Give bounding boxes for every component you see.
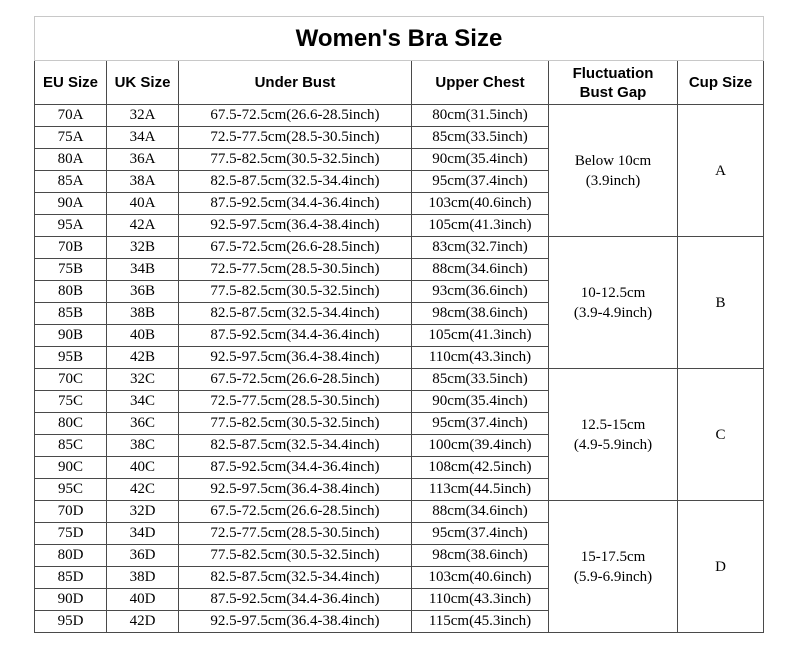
bra-size-table [34, 16, 764, 633]
under-bust-cell: 67.5-72.5cm(26.6-28.5inch) [179, 237, 412, 259]
uk-size-cell: 42C [107, 479, 179, 501]
cup-size-cell: C [678, 369, 764, 501]
under-bust-cell: 87.5-92.5cm(34.4-36.4inch) [179, 193, 412, 215]
uk-size-cell: 38B [107, 303, 179, 325]
upper-chest-cell: 100cm(39.4inch) [412, 435, 549, 457]
eu-size-cell: 70B [35, 237, 107, 259]
under-bust-cell: 67.5-72.5cm(26.6-28.5inch) [179, 369, 412, 391]
table-row [35, 501, 764, 523]
under-bust-cell: 87.5-92.5cm(34.4-36.4inch) [179, 325, 412, 347]
uk-size-cell: 34B [107, 259, 179, 281]
under-bust-cell: 82.5-87.5cm(32.5-34.4inch) [179, 303, 412, 325]
under-bust-cell: 77.5-82.5cm(30.5-32.5inch) [179, 413, 412, 435]
bust-gap-cell [549, 237, 678, 369]
uk-size-cell: 32C [107, 369, 179, 391]
upper-chest-cell: 80cm(31.5inch) [412, 105, 549, 127]
header-fluctuation-bust-gap [549, 61, 678, 105]
cup-size-cell: A [678, 105, 764, 237]
uk-size-cell: 34C [107, 391, 179, 413]
eu-size-cell: 95D [35, 611, 107, 633]
uk-size-cell: 36B [107, 281, 179, 303]
under-bust-cell: 67.5-72.5cm(26.6-28.5inch) [179, 105, 412, 127]
upper-chest-cell: 93cm(36.6inch) [412, 281, 549, 303]
eu-size-cell: 90B [35, 325, 107, 347]
eu-size-cell: 90C [35, 457, 107, 479]
bust-gap-cell [549, 501, 678, 633]
under-bust-cell: 67.5-72.5cm(26.6-28.5inch) [179, 501, 412, 523]
bust-gap-cm: 12.5-15cm [580, 416, 646, 433]
upper-chest-cell: 103cm(40.6inch) [412, 193, 549, 215]
table-row [35, 237, 764, 259]
under-bust-cell: 92.5-97.5cm(36.4-38.4inch) [179, 347, 412, 369]
bust-gap-cm: 10-12.5cm [580, 284, 646, 301]
upper-chest-cell: 95cm(37.4inch) [412, 171, 549, 193]
under-bust-cell: 77.5-82.5cm(30.5-32.5inch) [179, 281, 412, 303]
eu-size-cell: 95C [35, 479, 107, 501]
uk-size-cell: 42D [107, 611, 179, 633]
eu-size-cell: 85A [35, 171, 107, 193]
upper-chest-cell: 108cm(42.5inch) [412, 457, 549, 479]
header-row [35, 61, 764, 105]
uk-size-cell: 40C [107, 457, 179, 479]
eu-size-cell: 75C [35, 391, 107, 413]
uk-size-cell: 34D [107, 523, 179, 545]
table-row [35, 105, 764, 127]
eu-size-cell: 70A [35, 105, 107, 127]
uk-size-cell: 42B [107, 347, 179, 369]
upper-chest-cell: 103cm(40.6inch) [412, 567, 549, 589]
under-bust-cell: 92.5-97.5cm(36.4-38.4inch) [179, 611, 412, 633]
bust-gap-inch: (4.9-5.9inch) [573, 436, 653, 453]
uk-size-cell: 38D [107, 567, 179, 589]
under-bust-cell: 72.5-77.5cm(28.5-30.5inch) [179, 127, 412, 149]
upper-chest-cell: 105cm(41.3inch) [412, 325, 549, 347]
eu-size-cell: 70C [35, 369, 107, 391]
upper-chest-cell: 113cm(44.5inch) [412, 479, 549, 501]
eu-size-cell: 90D [35, 589, 107, 611]
upper-chest-cell: 83cm(32.7inch) [412, 237, 549, 259]
uk-size-cell: 38C [107, 435, 179, 457]
bust-gap-cell [549, 105, 678, 237]
eu-size-cell: 80D [35, 545, 107, 567]
upper-chest-cell: 98cm(38.6inch) [412, 545, 549, 567]
bust-gap-inch: (5.9-6.9inch) [573, 568, 653, 585]
eu-size-cell: 75B [35, 259, 107, 281]
under-bust-cell: 82.5-87.5cm(32.5-34.4inch) [179, 435, 412, 457]
under-bust-cell: 77.5-82.5cm(30.5-32.5inch) [179, 545, 412, 567]
upper-chest-cell: 105cm(41.3inch) [412, 215, 549, 237]
upper-chest-cell: 115cm(45.3inch) [412, 611, 549, 633]
upper-chest-cell: 110cm(43.3inch) [412, 589, 549, 611]
eu-size-cell: 95B [35, 347, 107, 369]
eu-size-cell: 70D [35, 501, 107, 523]
uk-size-cell: 36D [107, 545, 179, 567]
uk-size-cell: 42A [107, 215, 179, 237]
bust-gap-cell [549, 369, 678, 501]
under-bust-cell: 92.5-97.5cm(36.4-38.4inch) [179, 479, 412, 501]
bust-gap-cm: Below 10cm [574, 152, 652, 169]
under-bust-cell: 77.5-82.5cm(30.5-32.5inch) [179, 149, 412, 171]
uk-size-cell: 32D [107, 501, 179, 523]
upper-chest-cell: 88cm(34.6inch) [412, 259, 549, 281]
cup-size-cell: D [678, 501, 764, 633]
bust-gap-cm: 15-17.5cm [580, 548, 646, 565]
uk-size-cell: 34A [107, 127, 179, 149]
header-eu-size: EU Size [35, 61, 107, 105]
under-bust-cell: 87.5-92.5cm(34.4-36.4inch) [179, 457, 412, 479]
bust-gap-inch: (3.9inch) [585, 172, 641, 189]
eu-size-cell: 85B [35, 303, 107, 325]
eu-size-cell: 90A [35, 193, 107, 215]
eu-size-cell: 95A [35, 215, 107, 237]
bust-gap-inch: (3.9-4.9inch) [573, 304, 653, 321]
under-bust-cell: 72.5-77.5cm(28.5-30.5inch) [179, 523, 412, 545]
eu-size-cell: 85C [35, 435, 107, 457]
header-cup-size: Cup Size [678, 61, 764, 105]
uk-size-cell: 32B [107, 237, 179, 259]
table-title: Women's Bra Size [35, 17, 764, 61]
upper-chest-cell: 90cm(35.4inch) [412, 149, 549, 171]
upper-chest-cell: 95cm(37.4inch) [412, 523, 549, 545]
eu-size-cell: 80C [35, 413, 107, 435]
header-under-bust: Under Bust [179, 61, 412, 105]
under-bust-cell: 72.5-77.5cm(28.5-30.5inch) [179, 259, 412, 281]
eu-size-cell: 80A [35, 149, 107, 171]
table-row [35, 369, 764, 391]
upper-chest-cell: 98cm(38.6inch) [412, 303, 549, 325]
uk-size-cell: 32A [107, 105, 179, 127]
header-gap-line2: Bust Gap [579, 83, 647, 101]
uk-size-cell: 40A [107, 193, 179, 215]
uk-size-cell: 36A [107, 149, 179, 171]
upper-chest-cell: 85cm(33.5inch) [412, 127, 549, 149]
header-gap-line1: Fluctuation [572, 64, 654, 82]
under-bust-cell: 82.5-87.5cm(32.5-34.4inch) [179, 171, 412, 193]
uk-size-cell: 40D [107, 589, 179, 611]
cup-size-cell: B [678, 237, 764, 369]
under-bust-cell: 87.5-92.5cm(34.4-36.4inch) [179, 589, 412, 611]
eu-size-cell: 80B [35, 281, 107, 303]
header-upper-chest: Upper Chest [412, 61, 549, 105]
uk-size-cell: 38A [107, 171, 179, 193]
upper-chest-cell: 90cm(35.4inch) [412, 391, 549, 413]
under-bust-cell: 92.5-97.5cm(36.4-38.4inch) [179, 215, 412, 237]
upper-chest-cell: 88cm(34.6inch) [412, 501, 549, 523]
under-bust-cell: 72.5-77.5cm(28.5-30.5inch) [179, 391, 412, 413]
upper-chest-cell: 85cm(33.5inch) [412, 369, 549, 391]
eu-size-cell: 75D [35, 523, 107, 545]
eu-size-cell: 85D [35, 567, 107, 589]
under-bust-cell: 82.5-87.5cm(32.5-34.4inch) [179, 567, 412, 589]
eu-size-cell: 75A [35, 127, 107, 149]
uk-size-cell: 36C [107, 413, 179, 435]
uk-size-cell: 40B [107, 325, 179, 347]
upper-chest-cell: 95cm(37.4inch) [412, 413, 549, 435]
header-uk-size: UK Size [107, 61, 179, 105]
upper-chest-cell: 110cm(43.3inch) [412, 347, 549, 369]
